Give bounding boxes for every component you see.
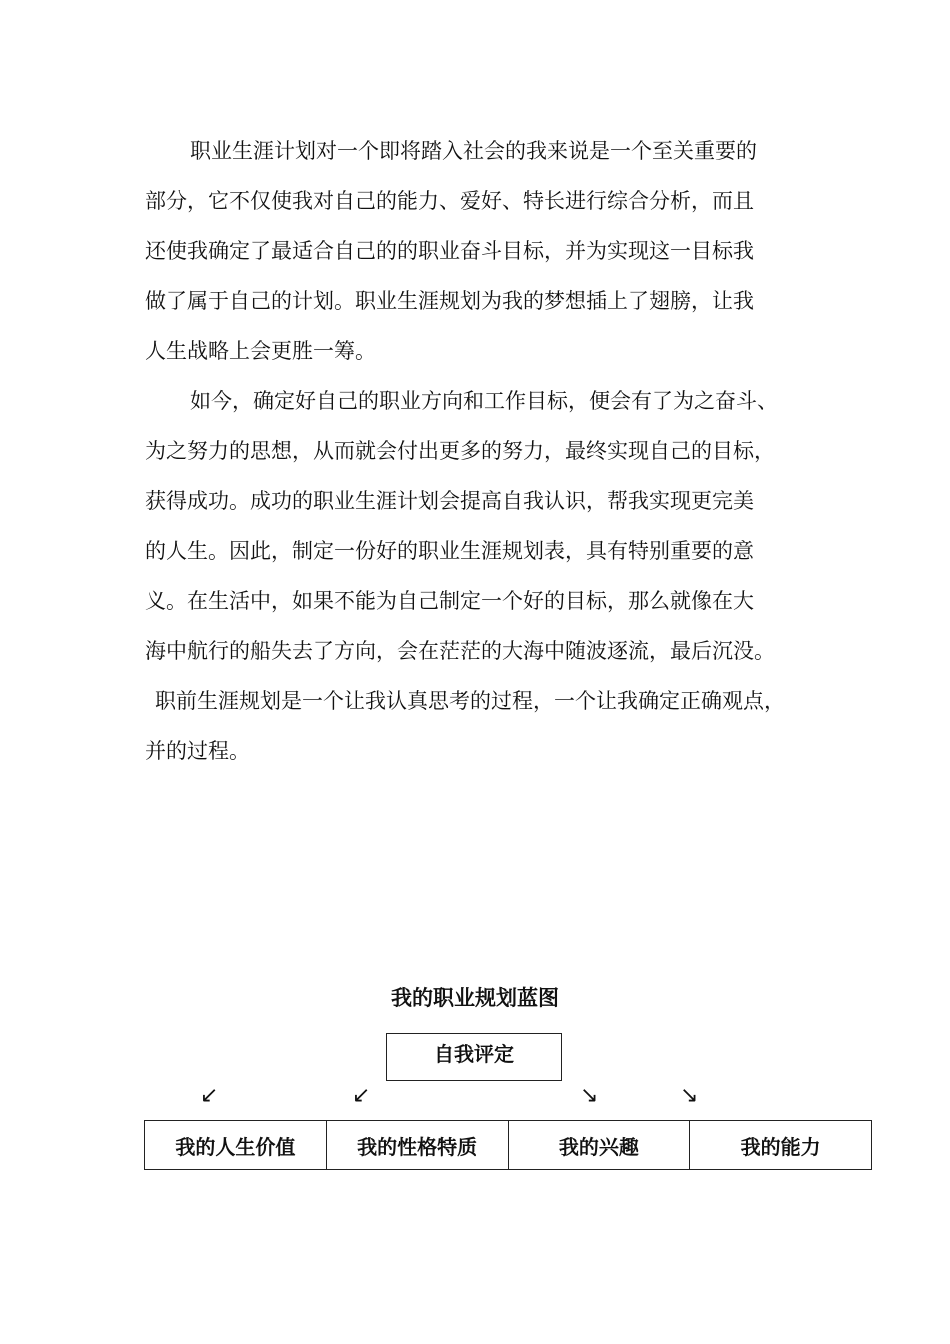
paragraph-1-line-1: 职业生涯计划对一个即将踏入社会的我来说是一个至关重要的 (190, 139, 757, 163)
arrow-down-right-icon: ↘ (580, 1083, 599, 1108)
body-text (145, 126, 825, 776)
paragraph-3-line-1: 职前生涯规划是一个让我认真思考的过程，一个让我确定正确观点， (155, 689, 785, 713)
diagram-root-box: 自我评定 (386, 1033, 562, 1081)
paragraph-3-line-2: 并的过程。 (145, 739, 250, 763)
paragraph-2-line-6: 海中航行的船失去了方向，会在茫茫的大海中随波逐流，最后沉没。 (145, 639, 775, 663)
paragraph-2-line-4: 的人生。因此，制定一份好的职业生涯规划表，具有特别重要的意 (145, 539, 754, 563)
diagram-child-life-value: 我的人生价值 (145, 1121, 327, 1169)
paragraph-1-line-5: 人生战略上会更胜一筹。 (145, 339, 376, 363)
paragraph-1-line-4: 做了属于自己的计划。职业生涯规划为我的梦想插上了翅膀，让我 (145, 289, 754, 313)
paragraph-1-line-2: 部分，它不仅使我对自己的能力、爱好、特长进行综合分析，而且 (145, 189, 754, 213)
paragraph-1-line-3: 还使我确定了最适合自己的的职业奋斗目标，并为实现这一目标我 (145, 239, 754, 263)
arrow-down-right-icon: ↘ (680, 1083, 699, 1108)
diagram-child-ability: 我的能力 (740, 1134, 821, 1159)
paragraph-2-line-3: 获得成功。成功的职业生涯计划会提高自我认识，帮我实现更完美 (145, 489, 754, 513)
paragraph-2-line-5: 义。在生活中，如果不能为自己制定一个好的目标，那么就像在大 (145, 589, 754, 613)
diagram-title: 我的职业规划蓝图 (391, 986, 559, 1010)
diagram-child-interest: 我的兴趣 (509, 1121, 691, 1169)
arrow-down-left-icon: ↙ (200, 1083, 219, 1108)
paragraph-2-line-2: 为之努力的思想，从而就会付出更多的努力，最终实现自己的目标， (145, 439, 775, 463)
arrow-down-left-icon: ↙ (352, 1083, 371, 1108)
diagram-children-table (144, 1120, 872, 1170)
paragraph-2-line-1: 如今，确定好自己的职业方向和工作目标，便会有了为之奋斗、 (190, 389, 778, 413)
diagram-child-personality: 我的性格特质 (327, 1121, 509, 1169)
